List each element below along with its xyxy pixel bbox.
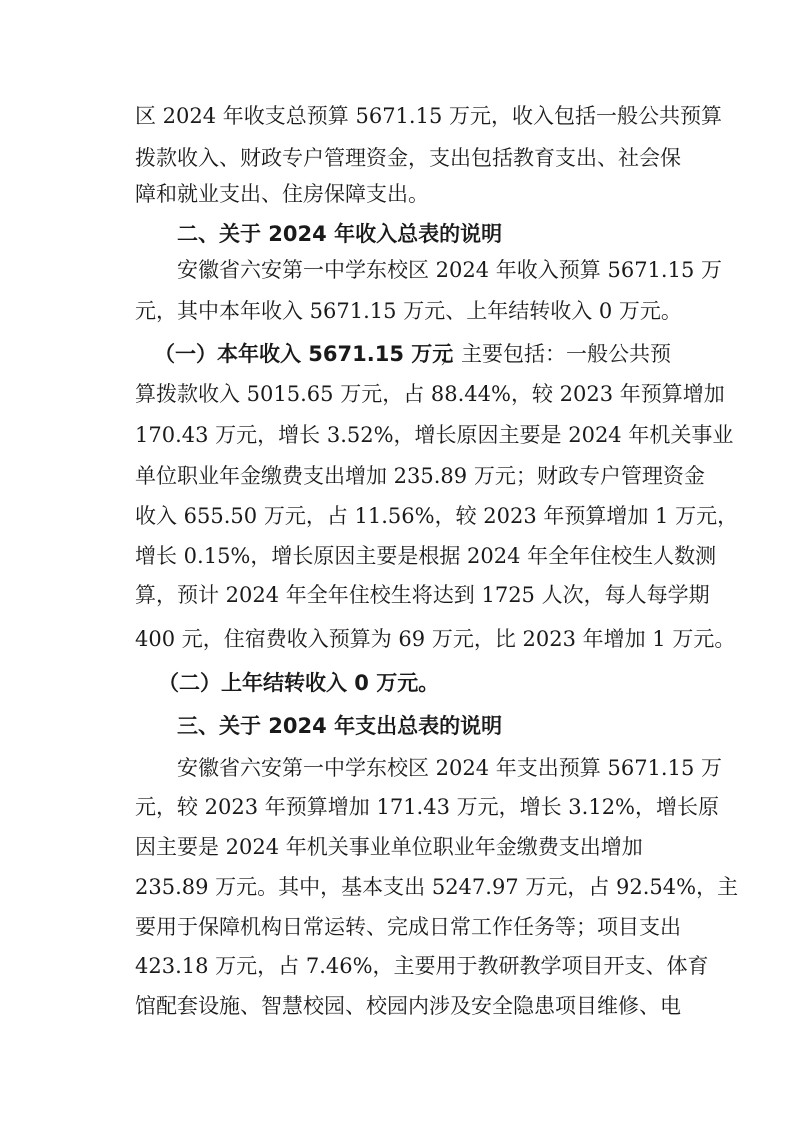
text-line: 元，较 2023 年预算增加 171.43 万元，增长 3.12%，增长原	[135, 795, 720, 819]
paragraph-line	[0, 250, 793, 290]
paragraph-line	[0, 867, 793, 907]
paragraph-line	[0, 374, 793, 414]
paragraph-line	[0, 787, 793, 827]
paragraph-line	[0, 415, 793, 455]
text-line: 收入 655.50 万元，占 11.56%，较 2023 年预算增加 1 万元，	[135, 504, 739, 528]
text-line: 障和就业支出、住房保障支出。	[135, 182, 429, 206]
paragraph-line	[0, 334, 793, 374]
text-line: 要用于保障机构日常运转、完成日常工作任务等；项目支出	[135, 915, 681, 939]
text-line: 因主要是 2024 年机关事业单位职业年金缴费支出增加	[135, 835, 643, 859]
text-line: 增长 0.15%，增长原因主要是根据 2024 年全年住校生人数测	[135, 544, 717, 568]
text-line: 算，预计 2024 年全年住校生将达到 1725 人次，每人每学期	[135, 583, 710, 607]
paragraph-line	[0, 946, 793, 986]
text-line: ，主要包括：一般公共预	[440, 342, 671, 366]
section-heading	[0, 214, 793, 254]
text-line: 算拨款收入 5015.65 万元，占 88.44%，较 2023 年预算增加	[135, 382, 725, 406]
subsection-heading-1: （一）本年收入 5671.15 万元	[154, 342, 454, 366]
paragraph-line	[0, 96, 793, 136]
paragraph-line	[0, 496, 793, 536]
paragraph-line	[0, 291, 793, 331]
paragraph-line	[0, 986, 793, 1026]
text-line: 拨款收入、财政专户管理资金，支出包括教育支出、社会保	[135, 146, 681, 170]
paragraph-line	[0, 619, 793, 659]
text-line: 馆配套设施、智慧校园、校园内涉及安全隐患项目维修、电	[135, 994, 681, 1018]
text-line: 安徽省六安第一中学东校区 2024 年支出预算 5671.15 万	[177, 756, 722, 780]
section-heading	[0, 706, 793, 746]
text-line: 安徽省六安第一中学东校区 2024 年收入预算 5671.15 万	[177, 258, 722, 282]
paragraph-line	[0, 456, 793, 496]
paragraph-line	[0, 575, 793, 615]
text-line: 170.43 万元，增长 3.52%，增长原因主要是 2024 年机关事业	[135, 423, 734, 447]
subsection-heading	[0, 663, 793, 703]
text-line: 423.18 万元，占 7.46%，主要用于教研教学项目开支、体育	[135, 954, 709, 978]
paragraph-line	[0, 748, 793, 788]
subsection-heading-2: （二）上年结转收入 0 万元。	[158, 671, 440, 695]
text-line: 400 元，住宿费收入预算为 69 万元，比 2023 年增加 1 万元。	[135, 627, 736, 651]
paragraph-line	[0, 138, 793, 178]
paragraph-line	[0, 536, 793, 576]
section-heading-3: 三、关于 2024 年支出总表的说明	[177, 714, 503, 738]
section-heading-2: 二、关于 2024 年收入总表的说明	[177, 222, 503, 246]
text-line: 单位职业年金缴费支出增加 235.89 万元；财政专户管理资金	[135, 464, 705, 488]
paragraph-line	[0, 174, 793, 214]
paragraph-line	[0, 907, 793, 947]
text-line: 235.89 万元。其中，基本支出 5247.97 万元，占 92.54%，主	[135, 875, 739, 899]
paragraph-line	[0, 827, 793, 867]
text-line: 元，其中本年收入 5671.15 万元、上年结转收入 0 万元。	[135, 299, 682, 323]
text-line: 区 2024 年收支总预算 5671.15 万元，收入包括一般公共预算	[135, 104, 722, 128]
